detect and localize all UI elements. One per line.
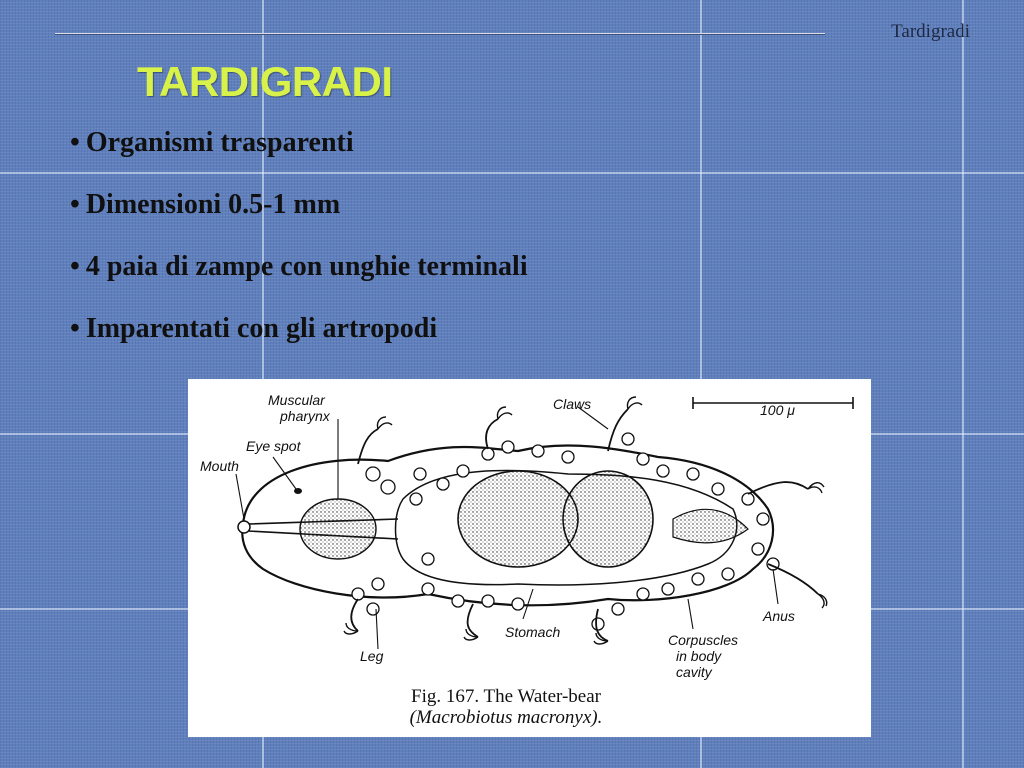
figure-caption-line1: Fig. 167. The Water-bear (411, 686, 601, 707)
water-bear-figure (188, 379, 871, 737)
label-cavity: cavity (676, 664, 712, 680)
label-anus: Anus (763, 608, 795, 624)
water-bear-illustration (188, 379, 871, 737)
bullet-item: • 4 paia di zampe con unghie terminali (70, 251, 528, 282)
label-leg: Leg (360, 648, 384, 664)
grid-line (962, 0, 964, 768)
label-eye-spot: Eye spot (246, 438, 301, 454)
label-pharynx: pharynx (280, 408, 330, 424)
label-muscular: Muscular (268, 392, 325, 408)
header-rule (55, 33, 825, 35)
label-claws: Claws (553, 396, 592, 412)
header-label: Tardigradi (891, 21, 970, 42)
figure-caption-line2: (Macrobiotus macronyx). (409, 707, 603, 728)
bullet-list (70, 125, 528, 373)
bullet-item: • Dimensioni 0.5-1 mm (70, 189, 341, 220)
label-scale: 100 μ (760, 402, 795, 418)
label-stomach: Stomach (505, 624, 561, 640)
slide-title: TARDIGRADI (137, 58, 393, 105)
bullet-item: • Imparentati con gli artropodi (70, 313, 438, 344)
label-corpuscles: Corpuscles (668, 632, 739, 648)
label-mouth: Mouth (200, 458, 239, 474)
bullet-item: • Organismi trasparenti (70, 127, 354, 158)
label-in-body: in body (676, 648, 722, 664)
